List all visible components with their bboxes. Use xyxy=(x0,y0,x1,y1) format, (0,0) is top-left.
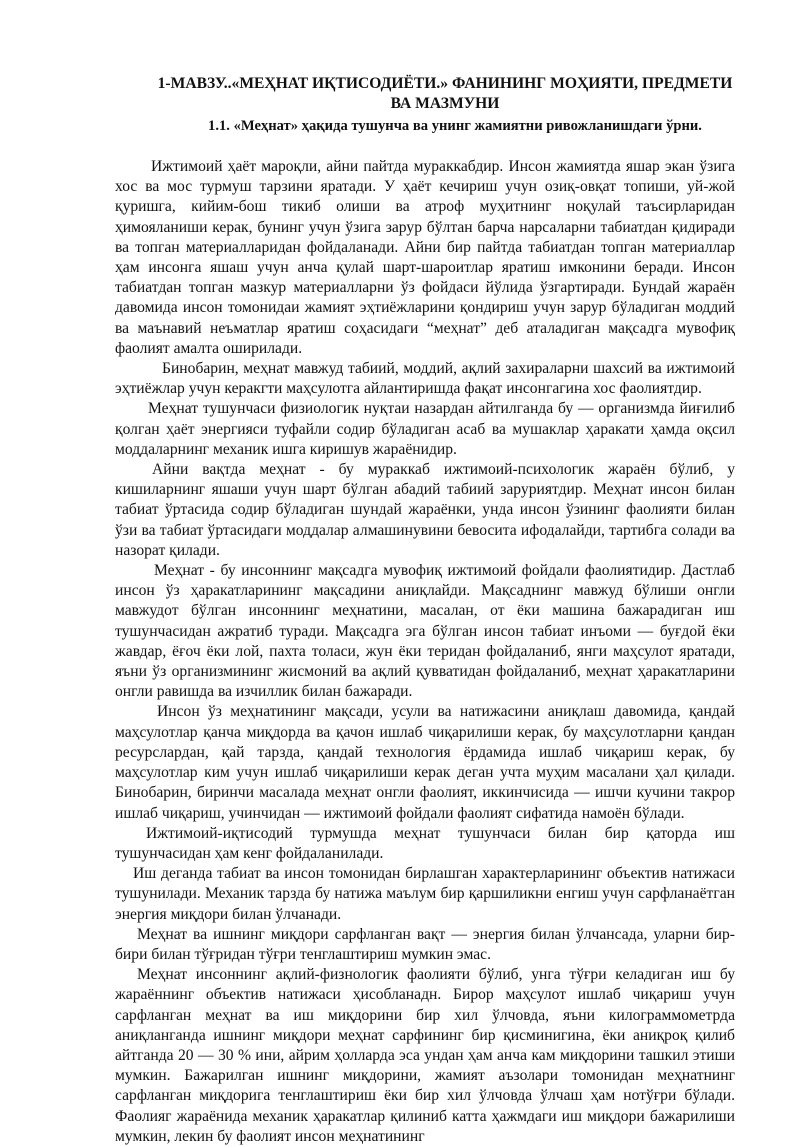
paragraph: Меҳнат ва ишнинг миқдори сарфланган вақт — энергия билан ўлчансада, уларни бир-бири билан тўғридан тўғри тенглаштириш мумкин эмас. xyxy=(115,925,735,963)
section-subtitle: 1.1. «Меҳнат» ҳақида тушунча ва унинг жамиятни ривожланишдаги ўрни. xyxy=(208,118,702,134)
document-title: 1-МАВЗУ..«МЕҲНАТ ИҚТИСОДИЁТИ.» ФАНИНИНГ МОҲИЯТИ, ПРЕДМЕТИ ВА МАЗМУНИ xyxy=(157,75,733,112)
document-page xyxy=(115,74,735,1147)
paragraph: Бинобарин, меҳнат мавжуд табиий, моддий, ақлий захираларни шахсий ва ижтимоий эҳтиёжлар учун керакгти маҳсулотга айлантиришда фақат инсонгагина хос фаолиятдир. xyxy=(115,360,735,398)
paragraph: Айни вақтда меҳнат - бу мураккаб ижтимоий-психологик жараён бўлиб, у кишиларнинг яшаши учун шарт бўлган абадий табиий заруриятдир. Меҳнат инсон билан табиат ўртасида содир бўладиган шундай жараёнки, унда инсон ўзининг фаолияти билан ўзи ва табиат ўртасидаги моддалар алмашинувини бевосита ифодалайди, тартибга солади ва назорат қилади. xyxy=(115,461,735,559)
paragraph: Ижтимоий-иқтисодий турмушда меҳнат тушунчаси билан бир қаторда иш тушунчасидан ҳам кенг фойдаланилади. xyxy=(115,824,735,862)
paragraph: Меҳнат тушунчаси физиологик нуқтаи назардан айтилганда бу — организмда йиғилиб қолган ҳаёт энергияси туфайли содир бўладиган асаб ва мушаклар ҳаракати ҳамда оқсил моддаларнинг механик ишга киришув жараёнидир. xyxy=(115,400,735,458)
paragraph: Ижтимоий ҳаёт мароқли, айни пайтда мураккабдир. Инсон жамиятда яшар экан ўзига хос ва мос турмуш тарзини яратади. У ҳаёт кечириш учун озиқ-овқат топиши, уй-жой қуришга, кийим-бош тикиб олиши ва атроф муҳитнинг ноқулай таъсирларидан ҳимояланиши керак, бунинг учун ўзига зарур бўлтан барча нарсаларни табиатдан қидиради ва топган материалларидан фойдаланади. Айни бир пайтда табиатдан топган материаллар ҳам инсонга яшаш учун анча қулай шарт-шароитлар яратиш имконини беради. Инсон табиатдан топган мазкур материалларни ўз фойдаси йўлида ўзгартиради. Бундай жараён давомида инсон томонидаи жамият эҳтиёжларини қондириш учун зарур бўладиган моддий ва маънавий неъматлар яратиш соҳасидаги “меҳнат” деб аталадиган мақсадга мувофиқ фаолият амалта оширилади. xyxy=(115,158,735,357)
paragraph: Меҳнат - бу инсоннинг мақсадга мувофиқ ижтимоий фойдали фаолиятидир. Дастлаб инсон ўз ҳаракатларининг мақсадини аниқлайди. Мақсаднинг мавжуд бўлиши онгли мавжудот бўлган инсоннинг меҳнатини, масалан, от ёки машина бажарадиган иш тушунчасидан ажратиб туради. Мақсадга эга бўлган инсон табиат инъоми — буғдой ёки жавдар, ёғоч ёки лой, пахта толаси, жун ёки теридан фойдаланиб, янги маҳсулот яратади, яъни ўз организмининг жисмоний ва ақлий қувватидан фойдаланиб, меҳнат ҳаракатларини онгли равишда ва изчиллик билан бажаради. xyxy=(115,562,735,701)
document-body xyxy=(115,157,735,1147)
paragraph: Инсон ўз меҳнатининг мақсади, усули ва натижасини аниқлаш давомида, қандай маҳсулотлар қанча миқдорда ва қачон ишлаб чиқарилиши керак, бу маҳсулотларни қандан ресурслардан, қай тарзда, қандай технология ёрдамида ишлаб чиқариш керак, бу маҳсулотлар ким учун ишлаб чиқарилиши керак деган учта муҳим масалани ҳал қилади. Бинобарин, биринчи масалада меҳнат онгли фаолият, иккинчисида — ишчи кучини такрор ишлаб чиқариш, учинчидан — ижтимоий фойдали фаолият сифатида намоён бўлади. xyxy=(115,703,735,822)
paragraph: Меҳнат инсоннинг ақлий-физнологик фаолияти бўлиб, унга тўғри келадиган иш бу жараённинг объектив натижаси ҳисобланадн. Бирор маҳсулот ишлаб чиқариш учун сарфланган меҳнат ва иш миқдорини бир хил ўлчовда, яъни килограммометрда аниқланганда ишнинг миқдори меҳнат сарфининг бир қисминигина, ёки аниқроқ қилиб айтганда 20 — 30 % ини, айрим ҳолларда эса ундан ҳам анча кам миқдорини ташкил этиши мумкин. Бажарилган ишнинг миқдорини, жамият аъзолари томонидан меҳнатнинг сарфланган миқдорига тенглаштириш ёки бир хил ўлчовда ўлчаш ҳам нотўғри бўлади. Фаолияг жараёнида механик ҳаракатлар қилиниб катта ҳажмдаги иш миқдори бажарилиши мумкин, лекин бу фаолият инсон меҳнатининг xyxy=(115,966,735,1145)
paragraph: Иш деганда табиат ва инсон томонидан бирлашган характерларининг объектив натижаси тушунилади. Механик тарзда бу натижа маълум бир қаршиликни енгиш учун сарфланаётган энергия миқдори билан ўлчанади. xyxy=(115,865,735,923)
